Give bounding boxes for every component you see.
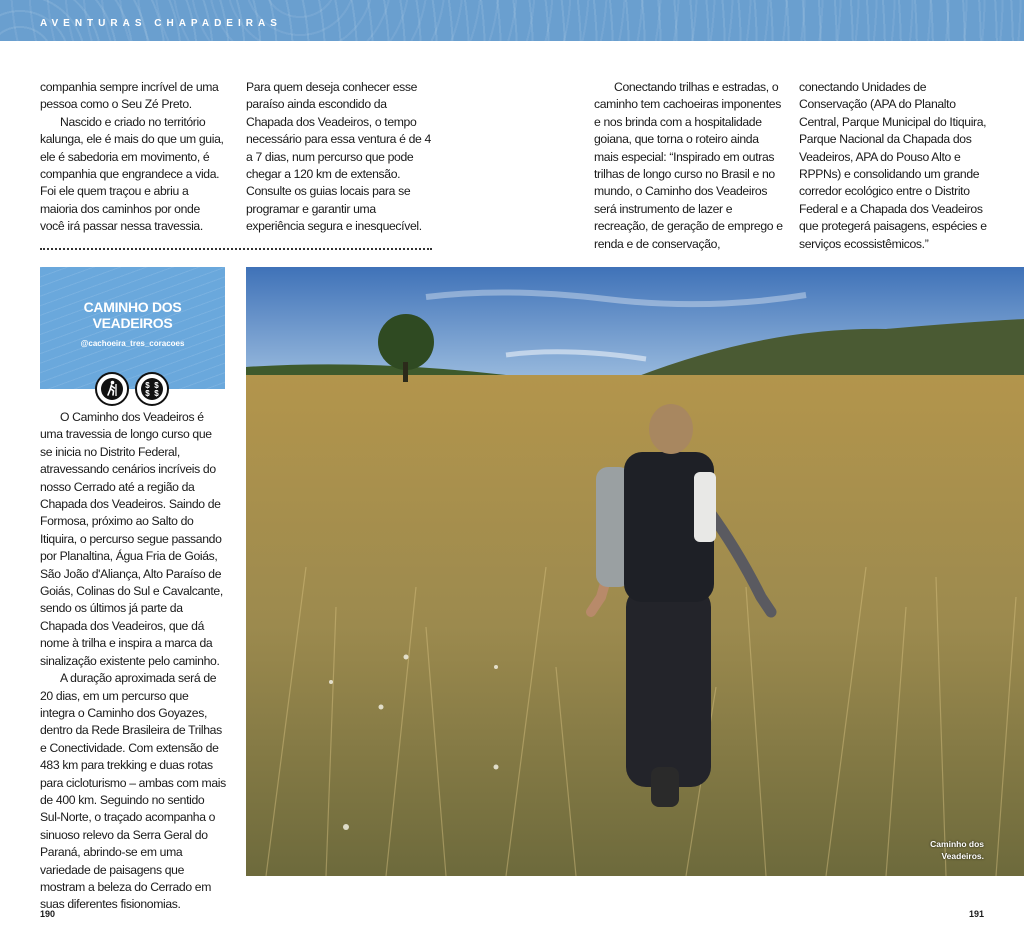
paragraph: Para quem deseja conhecer esse paraíso ainda escondido da Chapada dos Veadeiros, o tempo necessário para essa ventura é de 4 a 7 dias, num percurso que pode chegar a 120 km de extensão. Consulte os guias locais para se programar e garantir uma experiência segura e inesquecível.: [246, 80, 431, 234]
svg-text:$: $: [145, 389, 150, 398]
text-column-4: [799, 79, 989, 253]
sidebar-title-line: VEADEIROS: [92, 315, 173, 331]
paragraph: Conectando trilhas e estradas, o caminho tem cachoeiras imponentes e nos brinda com a hospitalidade goiana, que torna o roteiro ainda mais especial: “Inspirado em outras trilhas de longo curso no Brasil e no mundo, o Caminho dos Veadeiros será instrumento de lazer e recreação, de geração de emprego e renda e de conservação,: [594, 80, 783, 251]
section-title: AVENTURAS CHAPADEIRAS: [40, 18, 282, 29]
paragraph: A duração aproximada será de 20 dias, em um percurso que integra o Caminho dos Goyazes, dentro da Rede Brasileira de Trilhas e Conectividade. Com extensão de 483 km para trekking e duas rotas para cicloturismo – ambas com mais de 400 km. Seguindo no sentido Sul-Norte, o traçado acompanha o sinuoso relevo da Serra Geral do Paraná, abrindo-se em uma variedade de paisagens que mostram a beleza do Cerrado em suas diferentes fisionomias.: [40, 671, 226, 912]
svg-text:$: $: [154, 381, 159, 390]
top-banner: [0, 0, 1024, 41]
caption-line: Veadeiros.: [941, 851, 984, 861]
paragraph: conectando Unidades de Conservação (APA do Planalto Central, Parque Municipal do Itiquira, Parque Nacional da Chapada dos Veadeiros, APA do Pouso Alto e RPPNs) e consolidando um grande corredor ecológico entre o Distrito Federal e a Chapada dos Veadeiros que protegerá paisagens, espécies e serviços ecossistêmicos.”: [799, 80, 987, 251]
page-number-right: 191: [968, 909, 984, 919]
sidebar-title-line: CAMINHO DOS: [83, 299, 182, 315]
landscape-image: [246, 267, 1024, 876]
sidebar-header: [40, 267, 225, 389]
text-column-2: [246, 79, 432, 236]
svg-text:$: $: [145, 381, 150, 390]
paragraph: companhia sempre incrível de uma pessoa como o Seu Zé Preto.: [40, 80, 219, 112]
sidebar-body: [40, 409, 226, 914]
caption-line: Caminho dos: [930, 839, 984, 849]
text-column-3: [594, 79, 784, 253]
page-number-left: 190: [40, 909, 56, 919]
instagram-handle: @cachoeira_tres_coracoes: [80, 339, 185, 348]
sidebar-title: [40, 299, 225, 331]
dotted-divider: [40, 248, 432, 250]
svg-text:$: $: [154, 389, 159, 398]
price-icon: [135, 372, 169, 406]
hiker-icon: [95, 372, 129, 406]
paragraph: O Caminho dos Veadeiros é uma travessia de longo curso que se inicia no Distrito Federal, atravessando cenários incríveis do nosso Cerrado até a região da Chapada dos Veadeiros. Saindo de Formosa, próximo ao Salto do Itiquira, o percurso segue passando por Planaltina, Água Fria de Goiás, São João d'Aliança, Alto Paraíso de Goiás, Colinas do Sul e Cavalcante, sendo os últimos já parte da Chapada dos Veadeiros, que dá nome à trilha e inspira a marca da sinalização existente pelo caminho.: [40, 410, 223, 668]
text-column-1: [40, 79, 226, 236]
photo-caption: [930, 838, 984, 862]
hiker-photo: [246, 267, 1024, 876]
paragraph: Nascido e criado no território kalunga, ele é mais do que um guia, ele é sabedoria em movimento, é companhia que engrandece a vida. Foi ele quem traçou e abriu a maioria dos caminhos por onde você irá passar nessa travessia.: [40, 114, 224, 234]
